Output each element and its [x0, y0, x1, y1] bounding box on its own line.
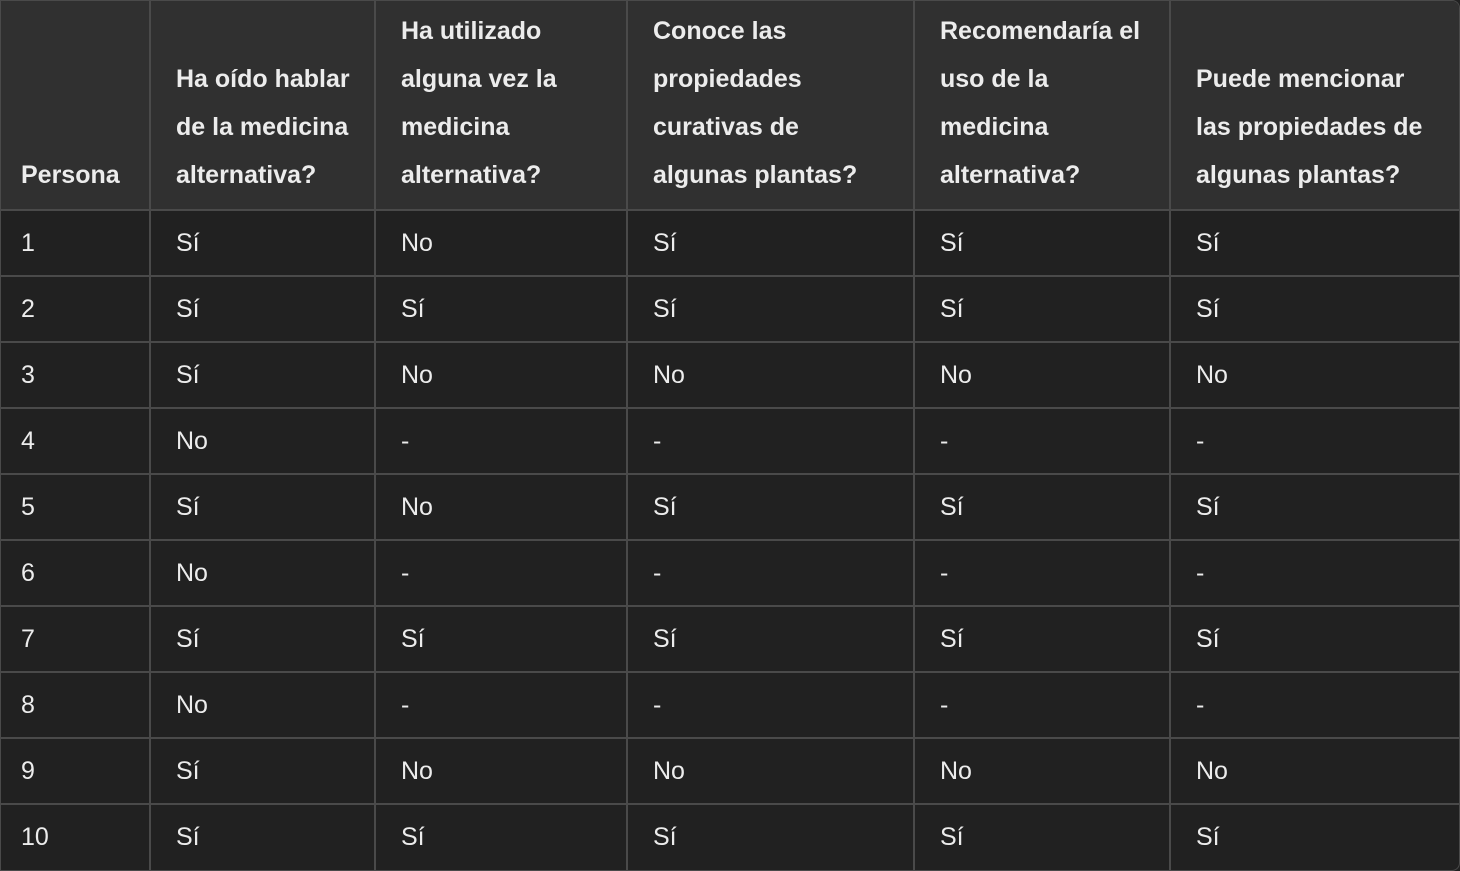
cell-persona: 2 — [1, 276, 150, 342]
header-row — [1, 1, 1459, 210]
cell-knows-properties: No — [627, 342, 914, 408]
cell-would-recommend: No — [914, 342, 1170, 408]
cell-persona: 4 — [1, 408, 150, 474]
table-row — [1, 408, 1459, 474]
cell-would-recommend: Sí — [914, 276, 1170, 342]
table-row — [1, 606, 1459, 672]
cell-used: Sí — [375, 276, 627, 342]
cell-can-mention: Sí — [1170, 276, 1459, 342]
cell-can-mention: No — [1170, 342, 1459, 408]
table-row — [1, 276, 1459, 342]
cell-persona: 7 — [1, 606, 150, 672]
cell-heard-of: Sí — [150, 606, 375, 672]
cell-persona: 9 — [1, 738, 150, 804]
cell-knows-properties: Sí — [627, 474, 914, 540]
cell-knows-properties: Sí — [627, 210, 914, 276]
cell-can-mention: Sí — [1196, 823, 1220, 851]
cell-used: Sí — [375, 804, 627, 870]
table-row — [1, 738, 1459, 804]
cell-used: No — [375, 738, 627, 804]
cell-heard-of: Sí — [150, 738, 375, 804]
cell-knows-properties: - — [627, 672, 914, 738]
cell-heard-of: Sí — [150, 342, 375, 408]
table-row — [1, 474, 1459, 540]
cell-can-mention: Sí — [1170, 210, 1459, 276]
cell-would-recommend: - — [914, 540, 1170, 606]
header-used: Ha utilizado alguna vez la medicina alternativa? — [375, 1, 627, 210]
table-header — [1, 1, 1459, 210]
header-knows-properties: Conoce las propiedades curativas de algunas plantas? — [627, 1, 914, 210]
cell-would-recommend: Sí — [914, 606, 1170, 672]
cell-can-mention: - — [1170, 408, 1459, 474]
cell-knows-properties: No — [627, 738, 914, 804]
cell-used: - — [375, 540, 627, 606]
cell-persona: 6 — [1, 540, 150, 606]
cell-used: - — [375, 408, 627, 474]
cell-can-mention: Sí — [1170, 474, 1459, 540]
cell-knows-properties: Sí — [627, 276, 914, 342]
cell-knows-properties: - — [627, 408, 914, 474]
cell-heard-of: No — [150, 672, 375, 738]
cell-would-recommend: No — [914, 738, 1170, 804]
cell-can-mention: - — [1170, 540, 1459, 606]
cell-used: No — [375, 474, 627, 540]
cell-heard-of: No — [150, 540, 375, 606]
cell-heard-of: No — [150, 408, 375, 474]
cell-knows-properties: - — [627, 540, 914, 606]
cell-used: Sí — [375, 606, 627, 672]
cell-heard-of: Sí — [150, 276, 375, 342]
cell-would-recommend: Sí — [914, 210, 1170, 276]
table-body — [1, 210, 1459, 870]
survey-table — [1, 1, 1459, 870]
cell-would-recommend: Sí — [914, 804, 1170, 870]
cell-would-recommend: - — [914, 408, 1170, 474]
cell-can-mention: No — [1170, 738, 1459, 804]
table-row — [1, 342, 1459, 408]
cell-would-recommend: Sí — [914, 474, 1170, 540]
cell-used: No — [375, 210, 627, 276]
cell-persona: 5 — [1, 474, 150, 540]
cell-would-recommend: - — [914, 672, 1170, 738]
header-would-recommend: Recomendaría el uso de la medicina alternativa? — [914, 1, 1170, 210]
table-row — [1, 672, 1459, 738]
cell-persona: 3 — [1, 342, 150, 408]
cell-heard-of: Sí — [150, 804, 375, 870]
table-row — [1, 540, 1459, 606]
cell-knows-properties: Sí — [627, 606, 914, 672]
cell-heard-of: Sí — [150, 474, 375, 540]
table-row — [1, 804, 1459, 870]
header-persona: Persona — [1, 1, 150, 210]
cell-can-mention: Sí — [1170, 606, 1459, 672]
cell-used: No — [375, 342, 627, 408]
table-row — [1, 210, 1459, 276]
header-heard-of: Ha oído hablar de la medicina alternativa? — [150, 1, 375, 210]
cell-persona: 10 — [1, 804, 150, 870]
cell-persona: 1 — [1, 210, 150, 276]
cell-used: - — [375, 672, 627, 738]
cell-knows-properties: Sí — [627, 804, 914, 870]
header-can-mention: Puede mencionar las propiedades de algunas plantas? — [1170, 1, 1459, 210]
cell-can-mention: - — [1170, 672, 1459, 738]
cell-persona: 8 — [1, 672, 150, 738]
cell-heard-of: Sí — [150, 210, 375, 276]
